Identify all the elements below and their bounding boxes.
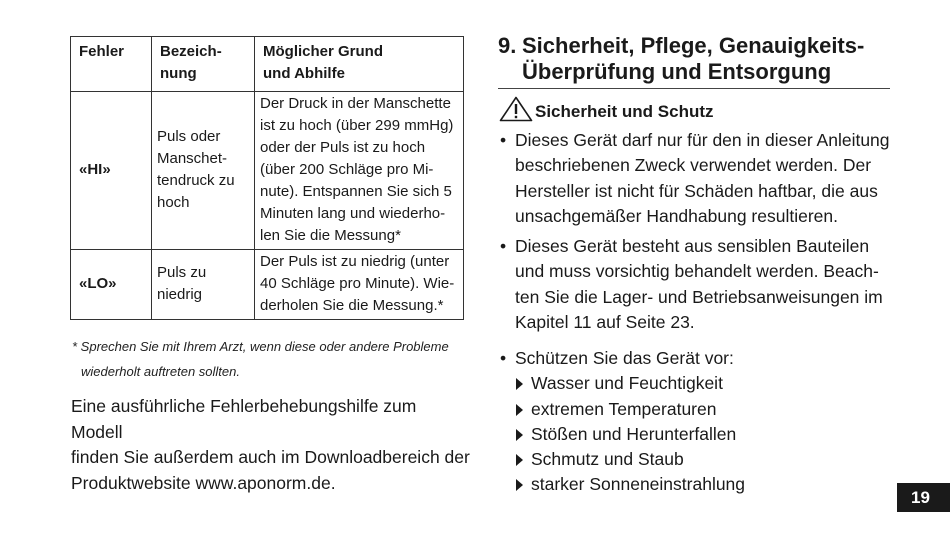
bullet-dot: •	[500, 348, 507, 368]
error-code-lo: «LO»	[71, 250, 152, 320]
header-fehler: Fehler	[71, 37, 152, 92]
triangle-right-icon	[516, 429, 523, 441]
section-number: 9.	[498, 33, 517, 58]
triangle-right-icon	[516, 454, 523, 466]
section-title-line1: Sicherheit, Pflege, Genauigkeits-	[522, 33, 865, 58]
warning-triangle-icon	[499, 96, 533, 122]
triangle-right-icon	[516, 378, 523, 390]
bullet-item: • Dieses Gerät besteht aus sensiblen Bauteilen und muss vorsichtig behandelt werden. Beach- ten Sie die Lager- und Betriebsanweisungen im Kapitel 11 auf Seite 23.	[500, 236, 883, 332]
error-reason-hi: Der Druck in der Manschette ist zu hoch (über 299 mmHg) oder der Puls ist zu hoch (über 200 Schläge pro Mi- nute). Entspannen Sie sich 5 Minuten lang und wiederho- len Sie die Messung*	[255, 92, 464, 250]
help-paragraph: Eine ausführliche Fehlerbehebungshilfe zum Modell finden Sie außerdem auch im Downloadbereich der Produktwebsite www.aponorm.de.	[71, 396, 470, 493]
error-code-hi: «HI»	[71, 92, 152, 250]
subheading-text: Sicherheit und Schutz	[535, 102, 714, 121]
error-reason-lo: Der Puls ist zu niedrig (unter 40 Schläge pro Minute). Wie- derholen Sie die Messung.*	[255, 250, 464, 320]
section-title-line2: Überprüfung und Entsorgung	[522, 59, 832, 84]
protect-item: extremen Temperaturen	[516, 397, 716, 422]
header-grund: Möglicher Grund und Abhilfe	[255, 37, 464, 92]
error-name-lo: Puls zu niedrig	[152, 250, 255, 320]
error-name-hi: Puls oder Manschet- tendruck zu hoch	[152, 92, 255, 250]
bullet-dot: •	[500, 236, 507, 256]
protect-item: Schmutz und Staub	[516, 447, 684, 472]
bullet-item: • Schützen Sie das Gerät vor:	[500, 346, 892, 371]
table-header-row	[71, 37, 464, 92]
protect-item: Stößen und Herunterfallen	[516, 422, 736, 447]
subheading	[499, 96, 714, 122]
table-row	[71, 92, 464, 250]
bullet-item: • Dieses Gerät darf nur für den in dieser Anleitung beschriebenen Zweck verwendet werden. Der Hersteller ist nicht für Schäden haftbar, die aus unsachgemäßer Handhabung resultieren.	[500, 130, 890, 226]
bullet-dot: •	[500, 130, 507, 150]
section-heading	[498, 33, 890, 85]
protect-item: starker Sonneneinstrahlung	[516, 472, 745, 497]
footnote-line: wiederholt auftreten sollten.	[81, 364, 240, 379]
error-table	[70, 36, 464, 320]
footnote-line: * Sprechen Sie mit Ihrem Arzt, wenn diese oder andere Probleme	[72, 339, 449, 354]
triangle-right-icon	[516, 479, 523, 491]
header-bezeichnung: Bezeich- nung	[152, 37, 255, 92]
triangle-right-icon	[516, 404, 523, 416]
section-divider	[498, 88, 890, 89]
footnote	[72, 334, 472, 384]
protect-item: Wasser und Feuchtigkeit	[516, 371, 723, 396]
table-row	[71, 250, 464, 320]
page-number: 19	[897, 483, 950, 512]
